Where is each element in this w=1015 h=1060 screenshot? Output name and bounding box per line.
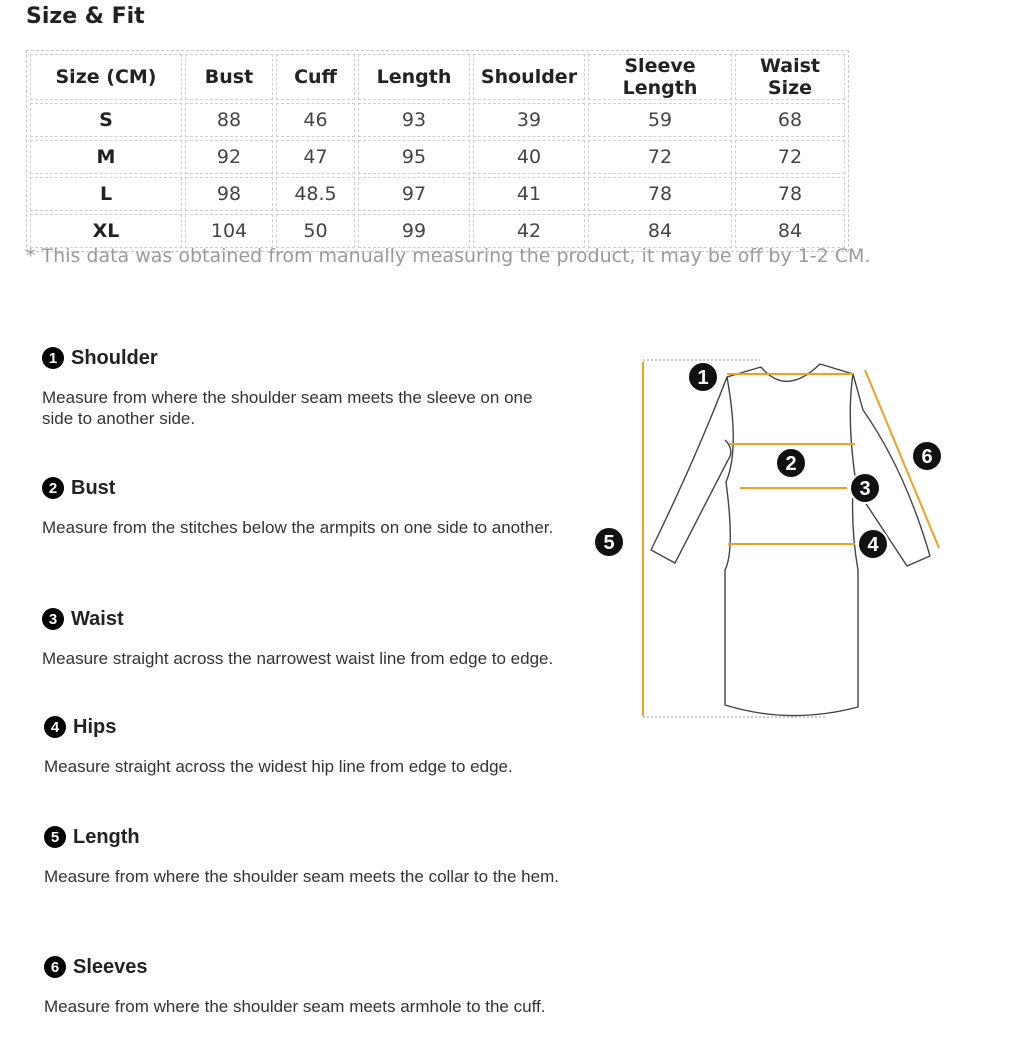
table-row bbox=[30, 103, 845, 137]
table-cell: 99 bbox=[358, 214, 470, 248]
measurement-description: Measure straight across the narrowest waist line from edge to edge. bbox=[42, 649, 554, 668]
measurement-shoulder bbox=[42, 345, 562, 429]
measurement-length bbox=[44, 824, 564, 887]
column-header: Shoulder bbox=[473, 54, 585, 100]
dress-diagram bbox=[585, 350, 955, 730]
table-cell: 59 bbox=[588, 103, 732, 137]
table-cell: 95 bbox=[358, 140, 470, 174]
measurement-title: Length bbox=[73, 825, 140, 848]
badge-length bbox=[594, 527, 624, 557]
measurement-title: Waist bbox=[71, 607, 124, 630]
table-cell: 40 bbox=[473, 140, 585, 174]
number-badge: 1 bbox=[42, 347, 64, 369]
table-cell: 93 bbox=[358, 103, 470, 137]
measurement-description: Measure from where the shoulder seam meets armhole to the cuff. bbox=[44, 997, 546, 1016]
number-badge: 3 bbox=[42, 608, 64, 630]
column-header: Bust bbox=[185, 54, 273, 100]
badge-label: 5 bbox=[603, 532, 615, 554]
table-cell: 41 bbox=[473, 177, 585, 211]
size-table bbox=[26, 50, 849, 252]
column-header: Cuff bbox=[276, 54, 355, 100]
table-cell: 78 bbox=[588, 177, 732, 211]
column-header: Waist Size bbox=[735, 54, 845, 100]
measurement-note: * This data was obtained from manually measuring the product, it may be off by 1-2 CM. bbox=[26, 245, 871, 267]
table-cell: 48.5 bbox=[276, 177, 355, 211]
number-badge: 2 bbox=[42, 477, 64, 499]
measurement-description: Measure straight across the widest hip line from edge to edge. bbox=[44, 757, 513, 776]
badge-bust bbox=[776, 448, 806, 478]
badge-label: 3 bbox=[859, 478, 871, 500]
measurement-hips bbox=[44, 714, 564, 777]
table-cell: 84 bbox=[735, 214, 845, 248]
table-cell: 88 bbox=[185, 103, 273, 137]
table-row bbox=[30, 214, 845, 248]
table-cell: 46 bbox=[276, 103, 355, 137]
table-cell: 72 bbox=[735, 140, 845, 174]
table-cell: 50 bbox=[276, 214, 355, 248]
badge-label: 4 bbox=[867, 534, 879, 556]
table-cell: 47 bbox=[276, 140, 355, 174]
table-cell: 39 bbox=[473, 103, 585, 137]
table-cell: 68 bbox=[735, 103, 845, 137]
table-row bbox=[30, 140, 845, 174]
measurement-bust bbox=[42, 475, 562, 538]
table-cell: 84 bbox=[588, 214, 732, 248]
table-cell: 42 bbox=[473, 214, 585, 248]
badge-label: 2 bbox=[785, 453, 797, 475]
column-header: Size (CM) bbox=[30, 54, 182, 100]
badge-label: 1 bbox=[697, 367, 709, 389]
badge-shoulder bbox=[688, 362, 718, 392]
table-row bbox=[30, 177, 845, 211]
number-badge: 5 bbox=[44, 826, 66, 848]
table-header-row bbox=[30, 54, 845, 100]
table-cell: 78 bbox=[735, 177, 845, 211]
measurement-title: Hips bbox=[73, 715, 117, 738]
measurement-title: Sleeves bbox=[73, 955, 148, 978]
table-cell: 98 bbox=[185, 177, 273, 211]
measurement-title: Shoulder bbox=[71, 346, 158, 369]
badge-label: 6 bbox=[921, 446, 933, 468]
column-header: Length bbox=[358, 54, 470, 100]
page-title: Size & Fit bbox=[26, 4, 145, 29]
measurement-description: Measure from the stitches below the armpits on one side to another. bbox=[42, 518, 554, 537]
size-label: XL bbox=[30, 214, 182, 248]
number-badge: 6 bbox=[44, 956, 66, 978]
measurement-description: Measure from where the shoulder seam meets the collar to the hem. bbox=[44, 867, 559, 886]
measurement-title: Bust bbox=[71, 476, 116, 499]
size-label: L bbox=[30, 177, 182, 211]
badge-waist bbox=[850, 473, 880, 503]
number-badge: 4 bbox=[44, 716, 66, 738]
table-cell: 92 bbox=[185, 140, 273, 174]
column-header: Sleeve Length bbox=[588, 54, 732, 100]
table-cell: 72 bbox=[588, 140, 732, 174]
measurement-sleeves bbox=[44, 954, 564, 1017]
badge-hips bbox=[858, 529, 888, 559]
table-cell: 104 bbox=[185, 214, 273, 248]
size-label: S bbox=[30, 103, 182, 137]
size-label: M bbox=[30, 140, 182, 174]
measurement-waist bbox=[42, 606, 562, 669]
badge-sleeves bbox=[912, 441, 942, 471]
measurement-description: Measure from where the shoulder seam meets the sleeve on one side to another side. bbox=[42, 388, 533, 428]
table-cell: 97 bbox=[358, 177, 470, 211]
